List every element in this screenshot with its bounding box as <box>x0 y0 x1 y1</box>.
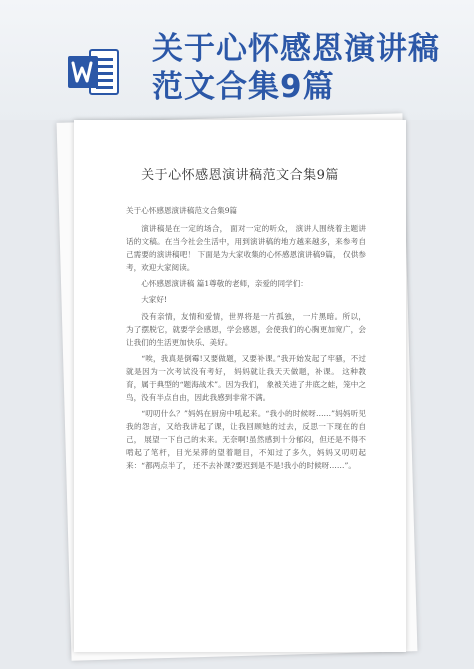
paragraph-heading: 关于心怀感恩演讲稿范文合集9篇 <box>126 206 238 215</box>
paragraph-body-3: “叨叨什么？”妈妈在厨房中吼起来。“我小的时候呀……”妈妈听见我的怨言，又给我讲起了课，让我回顾她的过去，反思一下现在的自己， 展望一下自己的未来。无奈啊!虽然感到十分郁闷，但还是不得不啃起了笔杆，目光呆滞的望着题目，不知过了多久，妈妈又叨叨起来：“都两点半了， 还不去补课?要迟到是不是!我小的时候呀……”。 <box>126 409 366 470</box>
banner-title: 关于心怀感恩演讲稿范文合集9篇 <box>152 31 440 105</box>
paragraph-salutation: 心怀感恩演讲稿 篇1尊敬的老师，亲爱的同学们： <box>141 279 308 288</box>
paragraph-body-2: “唉，我真是倒霉!又要做题，又要补课。”我开始发起了牢骚，不过就是因为一次考试没有考好， 妈妈就让我天天做题，补课。 这种教育，属于典型的“题海战术”。因为我们， 象被关进了井底之蛙，笼中之鸟，没有半点自由，因此我感到非常不满。 <box>126 354 366 402</box>
header-banner <box>0 0 474 120</box>
document-title: 关于心怀感恩演讲稿范文合集9篇 <box>141 168 339 183</box>
paragraph-body-1: 没有亲情，友情和爱情，世界将是一片孤独， 一片黑暗。所以， 为了摆脱它，就要学会感恩，学会感恩，会使我们的心胸更加宽广，会让我们的生活更加快乐、美好。 <box>126 312 366 347</box>
paragraph-intro: 演讲稿是在一定的场合， 面对一定的听众， 演讲人围绕着主题讲话的文稿。在当今社会生活中，用到演讲稿的地方越来越多，来参考自己需要的演讲稿吧！ 下面是为大家收集的心怀感恩演讲稿9篇， 仅供参考，欢迎大家阅读。 <box>126 224 366 272</box>
word-icon <box>66 44 122 100</box>
document-page <box>74 120 406 652</box>
document-body <box>126 204 366 475</box>
paragraph-greeting: 大家好! <box>141 295 168 304</box>
